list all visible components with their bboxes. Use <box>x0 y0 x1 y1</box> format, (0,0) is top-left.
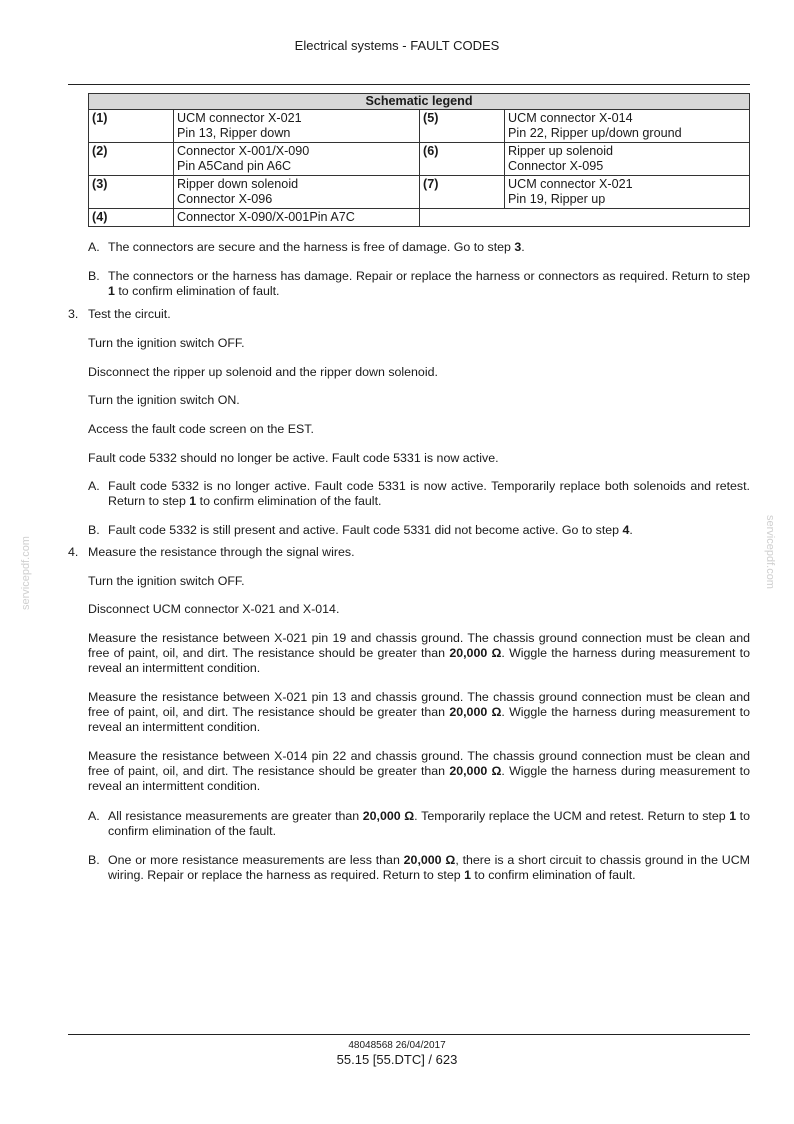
footer-page-number: 55.15 [55.DTC] / 623 <box>336 1052 458 1067</box>
legend-number: (7) <box>420 176 505 209</box>
legend-description: Ripper up solenoid Connector X-095 <box>505 143 750 176</box>
step-4-measurement: Measure the resistance between X-021 pin 13 and chassis ground. The chassis ground connection must be clean and free of paint, oil, and dirt. The resistance should be greater than 20,000 Ω. Wiggle the harness during measurement to reveal an intermittent condition. <box>88 690 751 735</box>
step-4-instruction: Turn the ignition switch OFF. <box>88 574 245 588</box>
legend-number: (6) <box>420 143 505 176</box>
step-3-instruction: Disconnect the ripper up solenoid and the ripper down solenoid. <box>88 365 438 379</box>
step-4-instruction: Disconnect UCM connector X-021 and X-014. <box>88 602 340 616</box>
option-b-step3: B. Fault code 5332 is still present and active. Fault code 5331 did not become active. Go to step 4. <box>88 523 633 537</box>
legend-row <box>89 110 750 143</box>
legend-description: UCM connector X-021 Pin 19, Ripper up <box>505 176 750 209</box>
legend-number: (1) <box>89 110 174 143</box>
legend-row <box>89 209 750 227</box>
footer-rule <box>68 1034 750 1035</box>
legend-title: Schematic legend <box>89 94 750 110</box>
legend-number: (3) <box>89 176 174 209</box>
legend-description: UCM connector X-014 Pin 22, Ripper up/down ground <box>505 110 750 143</box>
step-3-instruction: Access the fault code screen on the EST. <box>88 422 314 436</box>
option-a-step3: A. Fault code 5332 is no longer active. Fault code 5331 is now active. Temporarily replace both solenoids and retest. Return to step 1 to confirm elimination of the fault. <box>88 479 750 509</box>
legend-row <box>89 176 750 209</box>
step-3-instruction: Turn the ignition switch OFF. <box>88 336 245 350</box>
step-3-instruction: Turn the ignition switch ON. <box>88 393 240 407</box>
legend-description: Connector X-001/X-090 Pin A5Cand pin A6C <box>174 143 420 176</box>
legend-description: UCM connector X-021 Pin 13, Ripper down <box>174 110 420 143</box>
legend-description: Connector X-090/X-001Pin A7C <box>174 209 420 227</box>
step-3-heading: 3. Test the circuit. <box>68 307 171 321</box>
header-rule <box>68 84 750 85</box>
legend-number: (4) <box>89 209 174 227</box>
schematic-legend-table <box>88 93 750 227</box>
legend-title-row <box>89 94 750 110</box>
page-header-title: Electrical systems - FAULT CODES <box>294 38 500 53</box>
legend-row <box>89 143 750 176</box>
step-4-measurement: Measure the resistance between X-021 pin 19 and chassis ground. The chassis ground connection must be clean and free of paint, oil, and dirt. The resistance should be greater than 20,000 Ω. Wiggle the harness during measurement to reveal an intermittent condition. <box>88 631 751 676</box>
legend-number: (2) <box>89 143 174 176</box>
option-b-step4: B. One or more resistance measurements are less than 20,000 Ω, there is a short circuit to chassis ground in the UCM wiring. Repair or replace the harness as required. Return to step 1 to confirm elimination of fault. <box>88 853 750 883</box>
option-a-step2: A. The connectors are secure and the harness is free of damage. Go to step 3. <box>88 240 525 254</box>
step-3-instruction: Fault code 5332 should no longer be active. Fault code 5331 is now active. <box>88 451 499 465</box>
step-4-heading: 4. Measure the resistance through the signal wires. <box>68 545 355 559</box>
option-a-step4: A. All resistance measurements are greater than 20,000 Ω. Temporarily replace the UCM and retest. Return to step 1 to confirm elimination of the fault. <box>88 809 751 839</box>
watermark-right: servicepdf.com <box>764 515 776 589</box>
legend-empty-cell <box>420 209 750 227</box>
watermark-left: servicepdf.com <box>20 536 32 610</box>
step-4-measurement: Measure the resistance between X-014 pin 22 and chassis ground. The chassis ground connection must be clean and free of paint, oil, and dirt. The resistance should be greater than 20,000 Ω. Wiggle the harness during measurement to reveal an intermittent condition. <box>88 749 751 794</box>
legend-number: (5) <box>420 110 505 143</box>
option-b-step2: B. The connectors or the harness has damage. Repair or replace the harness or connectors as required. Return to step 1 to confirm elimination of fault. <box>88 269 750 299</box>
legend-description: Ripper down solenoid Connector X-096 <box>174 176 420 209</box>
footer-document-id: 48048568 26/04/2017 <box>348 1040 446 1051</box>
